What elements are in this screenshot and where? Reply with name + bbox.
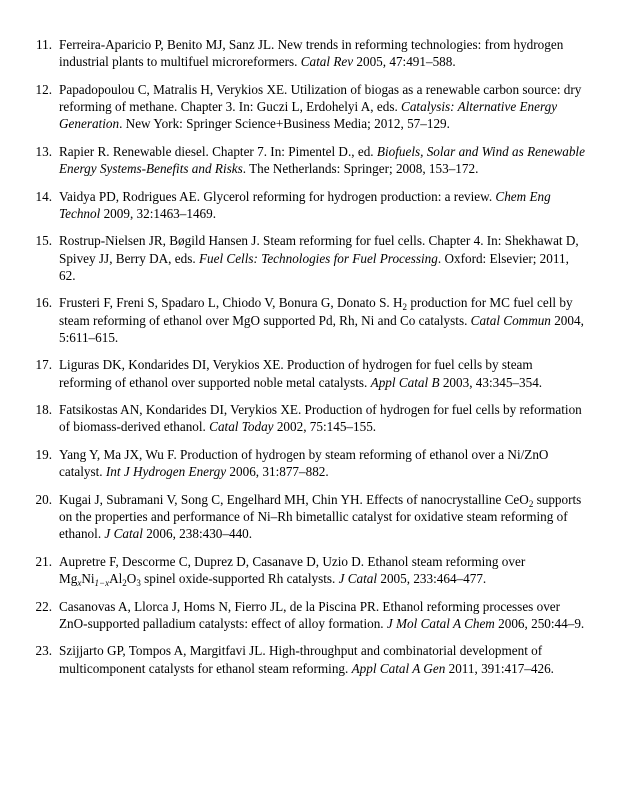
subscript: 2 (528, 498, 534, 509)
text-run: supports on the properties and performance of Ni–Rh bimetallic catalyst for oxidative steam reforming of ethanol. (59, 491, 582, 542)
text-run: Ni (81, 570, 95, 586)
subscript: 3 (136, 577, 141, 588)
text-run: Vaidya PD, Rodrigues AE. Glycerol reforming for hydrogen production: a review. (59, 188, 496, 204)
italic-text: Fuel Cells: Technologies for Fuel Processing (198, 250, 438, 266)
italic-text: Appl Catal B (370, 374, 440, 390)
text-run: Szijjarto GP, Tompos A, Margitfavi JL. High-throughput and combinatorial development of multicomponent catalysts for ethanol steam reforming. (59, 643, 543, 676)
reference-number: 20. (35, 491, 52, 507)
text-run: Yang Y, Ma JX, Wu F. Production of hydrogen by steam reforming of ethanol over a Ni/ZnO catalyst. (59, 446, 549, 480)
text-run: production for MC fuel cell by steam reforming of ethanol over MgO supported Pd, Rh, Ni and Co catalysts. (59, 295, 573, 328)
text-run: 2011, 391:417–426. (445, 660, 554, 676)
italic-text: Catal Rev (300, 54, 354, 70)
reference-item (0, 356, 617, 390)
reference-item (0, 598, 617, 632)
reference-number: 23. (35, 643, 52, 659)
text-run: Ferreira-Aparicio P, Benito MJ, Sanz JL. New trends in reforming technologies: from hydrogen industrial plants to multifuel microreformers. (59, 37, 564, 70)
text-run: Frusteri F, Freni S, Spadaro L, Chiodo V, Bonura G, Donato S. H (59, 295, 403, 311)
subscript: 2 (402, 302, 408, 313)
reference-text (59, 233, 579, 282)
text-run: 2009, 32:1463–1469. (100, 205, 217, 221)
reference-item (0, 232, 617, 284)
italic-text: Catal Commun (470, 312, 551, 328)
text-run: Rostrup-Nielsen JR, Bøgild Hansen J. Steam reforming for fuel cells. Chapter 4. In: Shekhawat D, Spivey JJ, Berry DA, eds. (59, 233, 579, 266)
text-run: . The Netherlands: Springer; 2008, 153–172. (242, 161, 479, 176)
italic-text: Int J Hydrogen Energy (105, 464, 227, 480)
reference-text (59, 144, 585, 176)
text-run: Casanovas A, Llorca J, Homs N, Fierro JL, de la Piscina PR. Ethanol reforming processes over ZnO-supported palladium catalysts: effect of alloy formation. (59, 598, 561, 631)
reference-text (59, 599, 584, 631)
text-run: 2005, 47:491–588. (353, 54, 456, 70)
italic-text: Appl Catal A Gen (351, 660, 446, 676)
reference-text (59, 643, 554, 675)
reference-number: 15. (35, 233, 52, 249)
reference-item (0, 81, 617, 133)
italic-text: Chem Eng Technol (59, 188, 551, 221)
subscript: 1−x (94, 577, 110, 588)
italic-text: Catalysis: Alternative Energy Generation (59, 99, 558, 132)
reference-number: 16. (35, 295, 52, 311)
reference-item (0, 143, 617, 177)
text-run: 2004, 5:611–615. (59, 312, 584, 345)
subscript: x (77, 577, 82, 588)
reference-item (0, 36, 617, 70)
text-run: 2002, 75:145–155. (273, 419, 377, 435)
text-run: 2005, 233:464–477. (377, 570, 487, 586)
reference-number: 14. (35, 188, 52, 204)
subscript: 2 (122, 577, 127, 588)
reference-item (0, 188, 617, 222)
text-run: 2006, 31:877–882. (226, 464, 329, 480)
reference-item (0, 642, 617, 676)
reference-item (0, 446, 617, 480)
italic-text: J Catal (338, 570, 378, 586)
text-run: Kugai J, Subramani V, Song C, Engelhard MH, Chin YH. Effects of nanocrystalline CeO (59, 491, 529, 507)
text-run: Al (109, 570, 123, 586)
reference-text (59, 447, 548, 479)
reference-text (59, 82, 581, 131)
reference-number: 13. (35, 143, 52, 159)
text-run: Aupretre F, Descorme C, Duprez D, Casanave D, Uzio D. Ethanol steam reforming over Mg (59, 553, 526, 586)
reference-item (0, 553, 617, 587)
text-run: Rapier R. Renewable diesel. Chapter 7. In: Pimentel D., ed. (59, 143, 377, 159)
italic-text: Biofuels, Solar and Wind as Renewable Energy Systems-Benefits and Risks (59, 143, 585, 176)
reference-text (59, 295, 584, 344)
reference-number: 11. (36, 37, 52, 52)
reference-text (59, 37, 563, 69)
reference-text (59, 357, 542, 389)
text-run: Liguras DK, Kondarides DI, Verykios XE. Production of hydrogen for fuel cells by steam reforming of ethanol over supported noble metal catalysts. (59, 357, 533, 390)
reference-number: 17. (35, 357, 52, 373)
text-run: O (126, 570, 137, 586)
text-run: Fatsikostas AN, Kondarides DI, Verykios XE. Production of hydrogen for fuel cells by reformation of biomass-derived ethanol. (59, 402, 582, 435)
reference-text (59, 189, 551, 221)
reference-number: 19. (35, 446, 52, 462)
text-run: 2006, 250:44–9. (494, 615, 585, 631)
reference-item (0, 294, 617, 346)
text-run: spinel oxide-supported Rh catalysts. (140, 570, 339, 586)
reference-text (59, 554, 525, 586)
reference-item (0, 491, 617, 543)
reference-text (59, 492, 581, 541)
text-run: Papadopoulou C, Matralis H, Verykios XE. Utilization of biogas as a renewable carbon source: dry reforming of methane. Chapter 3. In: Guczi L, Erdohelyi A, eds. (59, 81, 582, 114)
reference-list (0, 36, 617, 687)
text-run: . Oxford: Elsevier; 2011, 62. (59, 250, 569, 283)
text-run: . New York: Springer Science+Business Media; 2012, 57–129. (119, 116, 450, 132)
italic-text: Catal Today (209, 419, 274, 435)
text-run: 2006, 238:430–440. (142, 526, 253, 542)
italic-text: J Catal (104, 526, 143, 542)
reference-number: 22. (35, 598, 52, 614)
reference-number: 12. (35, 81, 52, 97)
reference-text (59, 402, 582, 434)
reference-number: 21. (35, 553, 52, 569)
reference-number: 18. (35, 402, 52, 418)
italic-text: J Mol Catal A Chem (386, 615, 495, 631)
text-run: 2003, 43:345–354. (439, 374, 543, 390)
reference-item (0, 401, 617, 435)
